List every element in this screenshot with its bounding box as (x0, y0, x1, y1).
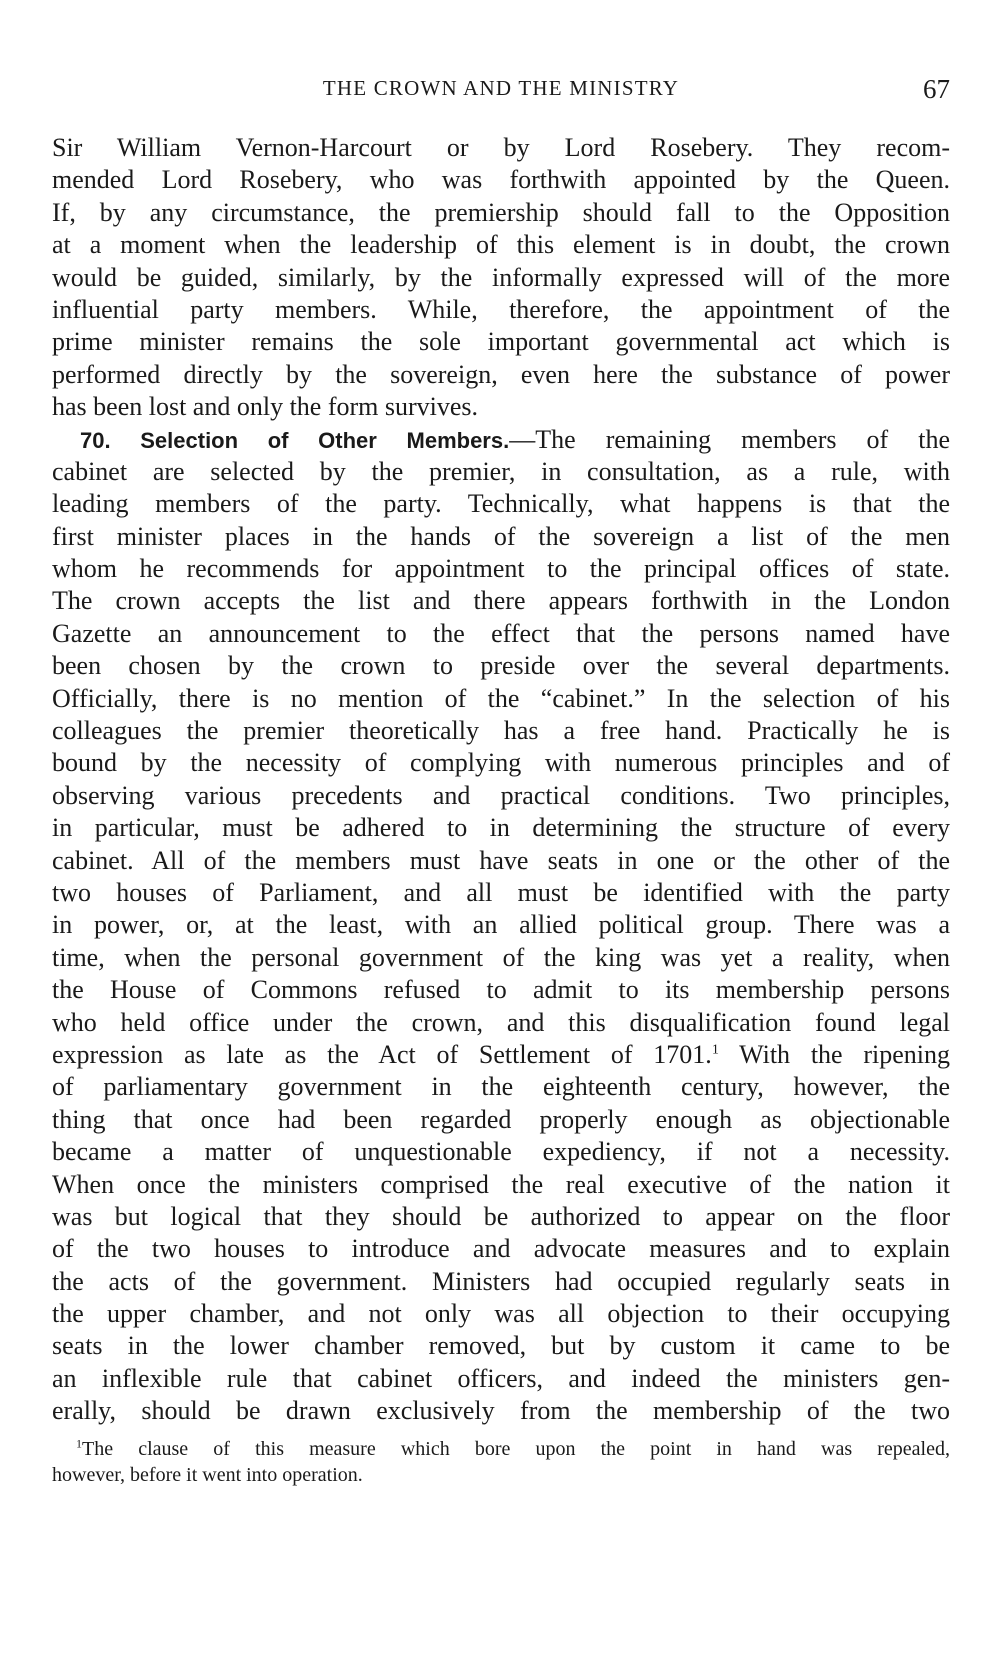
text-line: first minister places in the hands of the sovereign a list of the men (52, 521, 950, 551)
text-line: who held office under the crown, and this disqualification found legal (52, 1007, 950, 1037)
text-line: time, when the personal government of the king was yet a reality, when (52, 942, 950, 972)
text-line: Gazette an announcement to the effect that the persons named have (52, 618, 950, 648)
text-line: Sir William Vernon-Harcourt or by Lord Rosebery. They recom- (52, 133, 950, 162)
text-line: seats in the lower chamber removed, but by custom it came to be (52, 1331, 950, 1361)
text-line: If, by any circumstance, the premiership should fall to the Opposition (52, 197, 950, 227)
text-line-with-footnote-ref (52, 1039, 950, 1071)
text-line: prime minister remains the sole important governmental act which is (52, 327, 950, 357)
section-first-line-text: —The remaining members of the (509, 424, 951, 454)
text-line: cabinet are selected by the premier, in consultation, as a rule, with (52, 456, 950, 486)
footnote-marker: 1 (76, 1436, 82, 1451)
text-line: has been lost and only the form survives. (52, 392, 479, 422)
text-line: became a matter of unquestionable expediency, if not a necessity. (52, 1137, 950, 1167)
text-line: thing that once had been regarded properly enough as objectionable (52, 1104, 950, 1134)
text-line: The crown accepts the list and there appears forthwith in the London (52, 586, 950, 616)
text-line: bound by the necessity of complying with numerous principles and of (52, 748, 950, 778)
text-line: two houses of Parliament, and all must be identified with the party (52, 877, 950, 907)
section-first-line (52, 424, 950, 456)
footnote-line: however, before it went into operation. (52, 1464, 363, 1486)
text-line: the acts of the government. Ministers had occupied regularly seats in (52, 1266, 950, 1296)
section-heading: 70. Selection of Other Members. (80, 427, 510, 453)
text-line: whom he recommends for appointment to the principal offices of state. (52, 554, 950, 584)
page-header (52, 76, 950, 112)
text-line: observing various precedents and practical conditions. Two principles, (52, 780, 950, 810)
body-text (52, 132, 950, 1428)
text-line: in particular, must be adhered to in determining the structure of every (52, 813, 950, 843)
text-line: mended Lord Rosebery, who was forthwith appointed by the Queen. (52, 165, 950, 195)
act-line-rest: With the ripening (718, 1039, 950, 1069)
footnote-reference[interactable]: 1 (711, 1042, 719, 1058)
act-line-text: expression as late as the Act of Settlement of 1701. (52, 1039, 712, 1069)
page-number: 67 (923, 74, 950, 104)
running-head: THE CROWN AND THE MINISTRY (322, 76, 680, 100)
text-line: been chosen by the crown to preside over the several departments. (52, 651, 950, 681)
footnote-text: The clause of this measure which bore upon the point in hand was repealed, (82, 1438, 950, 1460)
text-line: would be guided, similarly, by the informally expressed will of the more (52, 262, 950, 292)
text-line: leading members of the party. Technically, what happens is that the (52, 489, 950, 519)
text-line: at a moment when the leadership of this element is in doubt, the crown (52, 230, 950, 260)
text-line: the upper chamber, and not only was all objection to their occupying (52, 1299, 950, 1329)
text-line: When once the ministers comprised the real executive of the nation it (52, 1169, 950, 1199)
text-line: of parliamentary government in the eighteenth century, however, the (52, 1072, 950, 1102)
text-line: Officially, there is no mention of the “cabinet.” In the selection of his (52, 683, 950, 713)
text-line: an inflexible rule that cabinet officers, and indeed the ministers gen- (52, 1363, 950, 1393)
text-line: was but logical that they should be authorized to appear on the floor (52, 1201, 950, 1231)
text-line: in power, or, at the least, with an allied political group. There was a (52, 910, 950, 940)
text-line: the House of Commons refused to admit to its membership persons (52, 975, 950, 1005)
text-line: of the two houses to introduce and advocate measures and to explain (52, 1234, 950, 1264)
text-line: influential party members. While, therefore, the appointment of the (52, 294, 950, 324)
text-line: colleagues the premier theoretically has a free hand. Practically he is (52, 716, 950, 746)
footnote (52, 1436, 950, 1488)
text-line: erally, should be drawn exclusively from the membership of the two (52, 1396, 950, 1426)
footnote-line (52, 1436, 950, 1462)
text-line: cabinet. All of the members must have seats in one or the other of the (52, 845, 950, 875)
text-line: performed directly by the sovereign, even here the substance of power (52, 359, 950, 389)
